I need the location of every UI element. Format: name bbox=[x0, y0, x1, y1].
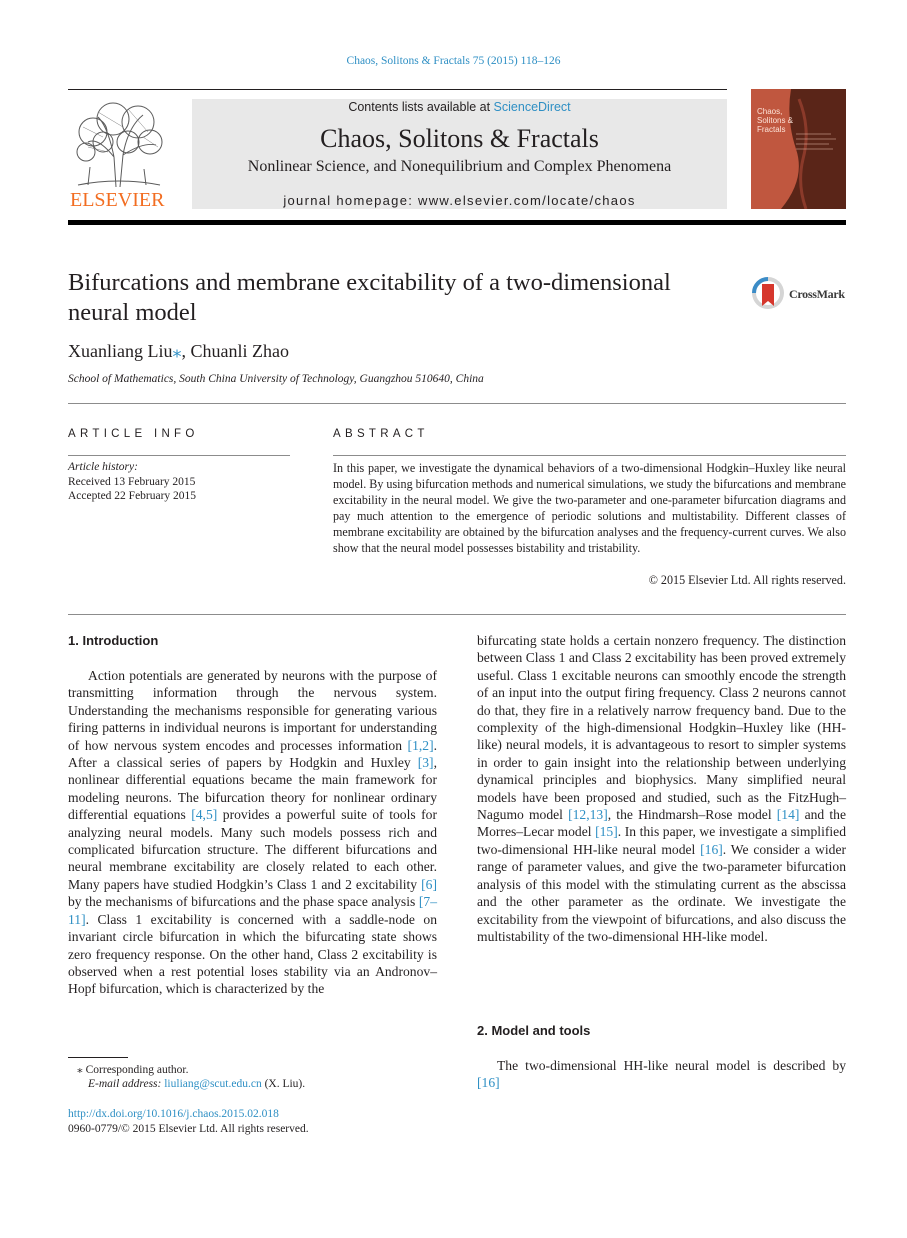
header-bottom-rule bbox=[68, 220, 846, 225]
article-info-heading: ARTICLE INFO bbox=[68, 428, 199, 440]
article-history bbox=[68, 460, 196, 504]
history-label: Article history: bbox=[68, 461, 138, 473]
reference-link[interactable]: [3] bbox=[417, 755, 434, 771]
intro-paragraph-right bbox=[477, 632, 846, 945]
crossmark-badge[interactable] bbox=[751, 276, 851, 312]
divider bbox=[68, 455, 290, 456]
journal-subtitle: Nonlinear Science, and Nonequilibrium and Complex Phenomena bbox=[247, 158, 672, 175]
divider bbox=[68, 403, 846, 404]
section-heading-model-and-tools: 2. Model and tools bbox=[477, 1023, 591, 1038]
text-run: . After a classical series of papers by Hodgkin and Huxley bbox=[68, 737, 437, 771]
reference-link[interactable]: [4,5] bbox=[191, 807, 218, 823]
text-run: The two-dimensional HH-like neural model is described by bbox=[497, 1058, 846, 1073]
author-list bbox=[68, 341, 289, 362]
reference-link[interactable]: [1,2] bbox=[407, 737, 434, 753]
received-date: Received 13 February 2015 bbox=[68, 475, 196, 488]
email-note bbox=[88, 1078, 305, 1090]
affiliation: School of Mathematics, South China University of Technology, Guangzhou 510640, China bbox=[68, 373, 484, 385]
abstract-heading: ABSTRACT bbox=[333, 428, 429, 440]
journal-citation[interactable]: Chaos, Solitons & Fractals 75 (2015) 118–126 bbox=[346, 55, 561, 67]
journal-cover-image[interactable] bbox=[751, 89, 846, 209]
header-top-rule bbox=[68, 89, 727, 90]
text-run: , nonlinear differential equations became the main framework for modeling neurons. The bifurcation theory for nonlinear ordinary differential equations bbox=[68, 755, 437, 823]
reference-link[interactable]: [16] bbox=[477, 1075, 500, 1091]
text-run: provides a powerful suite of tools for analyzing neural models. Many such models possess rich and complicated bifurcation structure. The different bifurcations and neural membrane excitability are closely related to each other. Many papers have studied Hodgkin’s Class 1 and 2 excitability bbox=[68, 807, 437, 892]
text-run: Action potentials are generated by neurons with the purpose of transmitting information through the nervous system. Understanding the mechanisms responsible for generating various firing patterns in individual neurons is important for understanding of how nervous system encodes and processes information bbox=[68, 668, 437, 753]
crossmark-icon bbox=[751, 276, 787, 312]
cover-title: Chaos, Solitons & Fractals bbox=[757, 107, 794, 134]
contents-line bbox=[192, 100, 727, 114]
text-run: , the Hindmarsh–Rose model bbox=[607, 807, 777, 823]
text-run: by the mechanisms of bifurcations and the phase space analysis bbox=[68, 894, 419, 910]
text-run: . We consider a wider range of parameter values, and give the two-parameter bifurcation analysis of this model with the stimulating current as the abscissa and the other parameter as the ordinate. We investigate the excitability from the viewpoint of bifurcations, and also discuss the multistability of the two-dimensional HH-like model. bbox=[477, 841, 847, 944]
reference-link[interactable]: [12,13] bbox=[568, 807, 608, 823]
reference-link[interactable]: [15] bbox=[595, 824, 618, 840]
reference-link[interactable]: [14] bbox=[776, 807, 800, 823]
abstract-copyright: © 2015 Elsevier Ltd. All rights reserved. bbox=[648, 573, 846, 587]
divider bbox=[333, 455, 846, 456]
author-2[interactable]: Chuanli Zhao bbox=[190, 341, 289, 361]
corresponding-mark[interactable]: ⁎ bbox=[172, 341, 182, 361]
elsevier-logo[interactable] bbox=[68, 97, 168, 209]
text-run: bifurcating state holds a certain nonzero frequency. The distinction between Class 1 and Class 2 excitability has been proved extremely useful. Class 1 excitable neurons can smoothly encode the strength of an input into the output firing frequency. Class 2 neurons cannot do that, they fire in a relatively narrow frequency band. Due to the complexity of the high-dimensional Hodgkin–Huxley like (HH-like) neural models, it is advantageous to resort to simpler systems in order to gain insight into the relationship between underlying dynamical principles and biophysics. Many simplified neural models have been proposed and studied, such as the FitzHugh–Nagumo model bbox=[477, 633, 846, 823]
article-title: Bifurcations and membrane excitability of a two-dimensional neural model bbox=[68, 269, 671, 326]
author-1[interactable]: Xuanliang Liu bbox=[68, 341, 173, 361]
email-link[interactable]: liuliang@scut.edu.cn bbox=[164, 1078, 262, 1090]
doi-link[interactable]: http://dx.doi.org/10.1016/j.chaos.2015.02.018 bbox=[68, 1108, 279, 1120]
email-label: E-mail address: bbox=[88, 1078, 165, 1090]
footnote-rule bbox=[68, 1057, 128, 1058]
text-run: . Class 1 excitability is concerned with a saddle-node on invariant circle bifurcation in which the bifurcating state shows zero frequency response. On the other hand, Class 2 excitability is observed when a rest potential loses stability via an Andronov–Hopf bifurcation, which is characterized by the bbox=[68, 911, 437, 997]
elsevier-wordmark: ELSEVIER bbox=[70, 189, 165, 211]
journal-title: Chaos, Solitons & Fractals bbox=[320, 124, 599, 153]
text-run: and the Morres–Lecar model bbox=[477, 807, 846, 840]
contents-prefix: Contents lists available at bbox=[348, 100, 494, 114]
reference-link[interactable]: [6] bbox=[421, 876, 437, 892]
journal-homepage[interactable]: journal homepage: www.elsevier.com/locate/chaos bbox=[283, 193, 636, 208]
author-separator: , bbox=[181, 341, 191, 361]
reference-link[interactable]: [16] bbox=[700, 841, 723, 857]
sciencedirect-link[interactable]: ScienceDirect bbox=[493, 100, 571, 114]
divider bbox=[68, 614, 846, 615]
email-suffix: (X. Liu). bbox=[261, 1078, 306, 1090]
model-paragraph bbox=[477, 1057, 846, 1092]
text-run: . In this paper, we investigate a simplified two-dimensional HH-like neural model bbox=[477, 824, 846, 857]
crossmark-label: CrossMark bbox=[789, 287, 845, 301]
issn-line: 0960-0779/© 2015 Elsevier Ltd. All rights reserved. bbox=[68, 1123, 309, 1135]
accepted-date: Accepted 22 February 2015 bbox=[68, 490, 197, 502]
reference-link[interactable]: [7–11] bbox=[68, 894, 437, 927]
corresponding-author-note: ⁎ Corresponding author. bbox=[77, 1064, 189, 1076]
abstract-text: In this paper, we investigate the dynamical behaviors of a two-dimensional Hodgkin–Huxley like neural model. By using bifurcation methods and numerical simulations, we study the bifurcations and membrane excitability in the neural model. We give the two-parameter and one-parameter bifurcation diagrams and pay much attention to the emergence of periodic solutions and multistability. Different classes of membrane excitability are obtained by the bifurcation analyses and the frequency-current curves. We also show that the neural model possesses bistability and tristability. bbox=[333, 461, 846, 555]
intro-paragraph-left bbox=[68, 667, 437, 998]
section-heading-introduction: 1. Introduction bbox=[68, 633, 159, 648]
